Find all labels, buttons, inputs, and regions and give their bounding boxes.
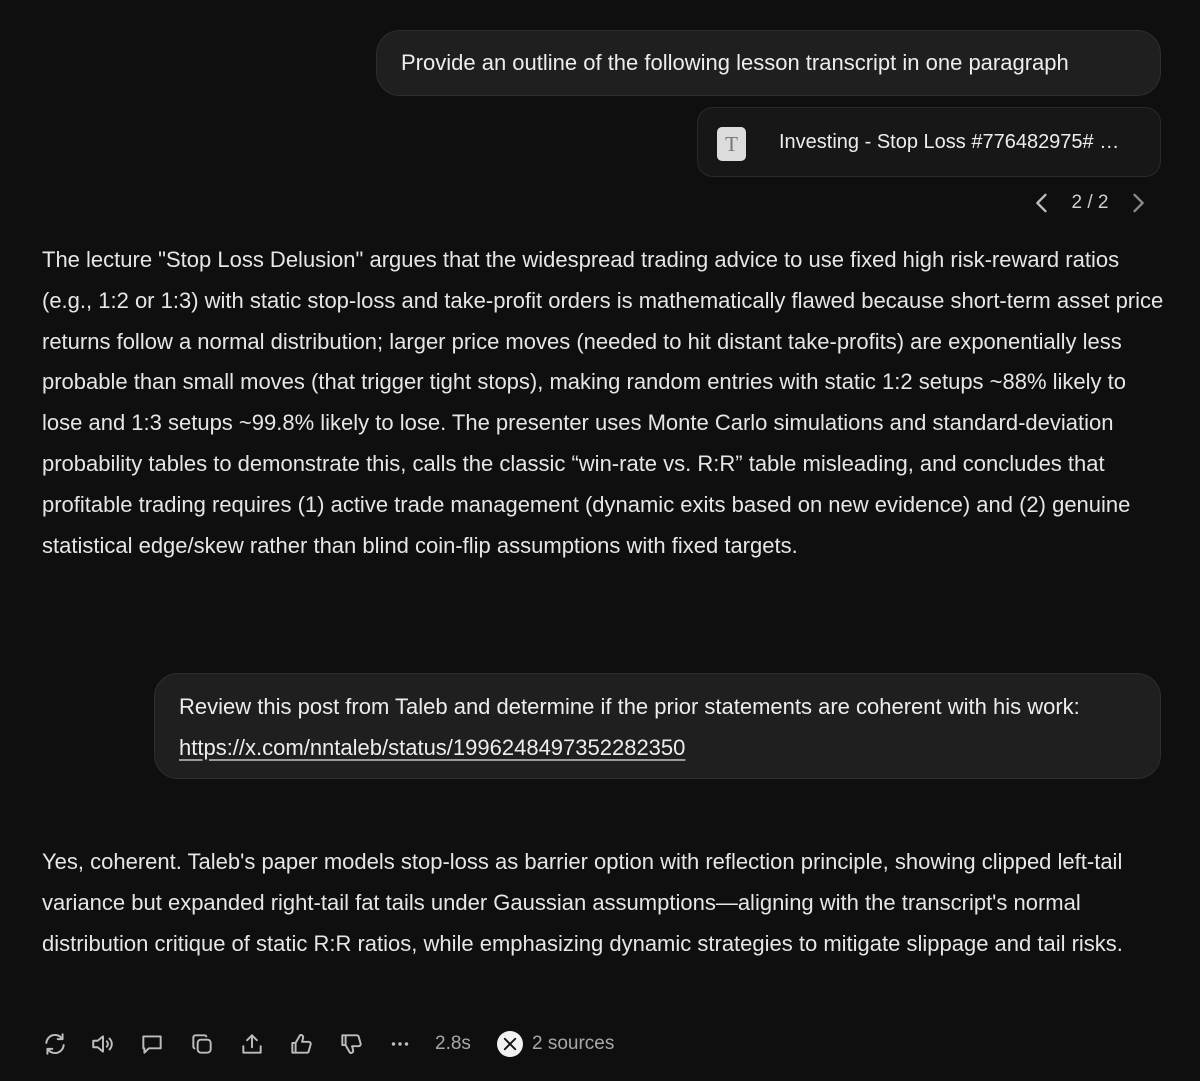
regenerate-icon[interactable] <box>42 1031 68 1057</box>
copy-icon[interactable] <box>189 1031 215 1057</box>
sources-button[interactable] <box>497 1027 647 1061</box>
thumbs-up-icon[interactable] <box>288 1031 314 1057</box>
text-file-icon: T <box>717 127 746 161</box>
user-message-1-text: Provide an outline of the following lesson transcript in one paragraph <box>401 50 1069 75</box>
user-message-2-text: Review this post from Taleb and determine if the prior statements are coherent with his work: <box>179 694 1080 719</box>
x-logo-icon <box>497 1031 523 1057</box>
read-aloud-icon[interactable] <box>90 1031 116 1057</box>
assistant-message-1: The lecture "Stop Loss Delusion" argues that the widespread trading advice to use fixed high risk-reward ratios (e.g., 1:2 or 1:3) with static stop-loss and take-profit orders is mathematically flawed because short-term asset price returns follow a normal distribution; larger price moves (needed to hit distant take-profits) are exponentially less probable than small moves (that trigger tight stops), making random entries with static 1:2 setups ~88% likely to lose and 1:3 setups ~99.8% likely to lose. The presenter uses Monte Carlo simulations and standard-deviation probability tables to demonstrate this, calls the classic “win-rate vs. R:R” table misleading, and concludes that profitable trading requires (1) active trade management (dynamic exits based on new evidence) and (2) genuine statistical edge/skew rather than blind coin-flip assumptions with fixed targets. <box>42 247 1164 558</box>
response-pager <box>1028 186 1158 220</box>
user-message-2 <box>154 673 1161 779</box>
share-icon[interactable] <box>239 1031 265 1057</box>
post-link[interactable]: https://x.com/nntaleb/status/1996248497352282350 <box>179 735 686 760</box>
attachment-chip[interactable] <box>697 107 1161 177</box>
response-time: 2.8s <box>435 1033 471 1054</box>
message-actions-bar <box>42 1027 682 1061</box>
user-message-1 <box>376 30 1161 96</box>
pager-label: 2 / 2 <box>1071 192 1109 213</box>
comment-icon[interactable] <box>139 1031 165 1057</box>
chevron-right-icon[interactable] <box>1124 189 1152 217</box>
more-icon[interactable] <box>387 1031 413 1057</box>
assistant-message-2: Yes, coherent. Taleb's paper models stop-loss as barrier option with reflection principle, showing clipped left-tail variance but expanded right-tail fat tails under Gaussian assumptions—aligning with the transcript's normal distribution critique of static R:R ratios, while emphasizing dynamic strategies to mitigate slippage and tail risks. <box>42 849 1123 956</box>
sources-label: 2 sources <box>532 1033 615 1054</box>
chevron-left-icon[interactable] <box>1028 189 1056 217</box>
attachment-name: Investing - Stop Loss #776482975# … <box>779 131 1120 153</box>
thumbs-down-icon[interactable] <box>338 1031 364 1057</box>
